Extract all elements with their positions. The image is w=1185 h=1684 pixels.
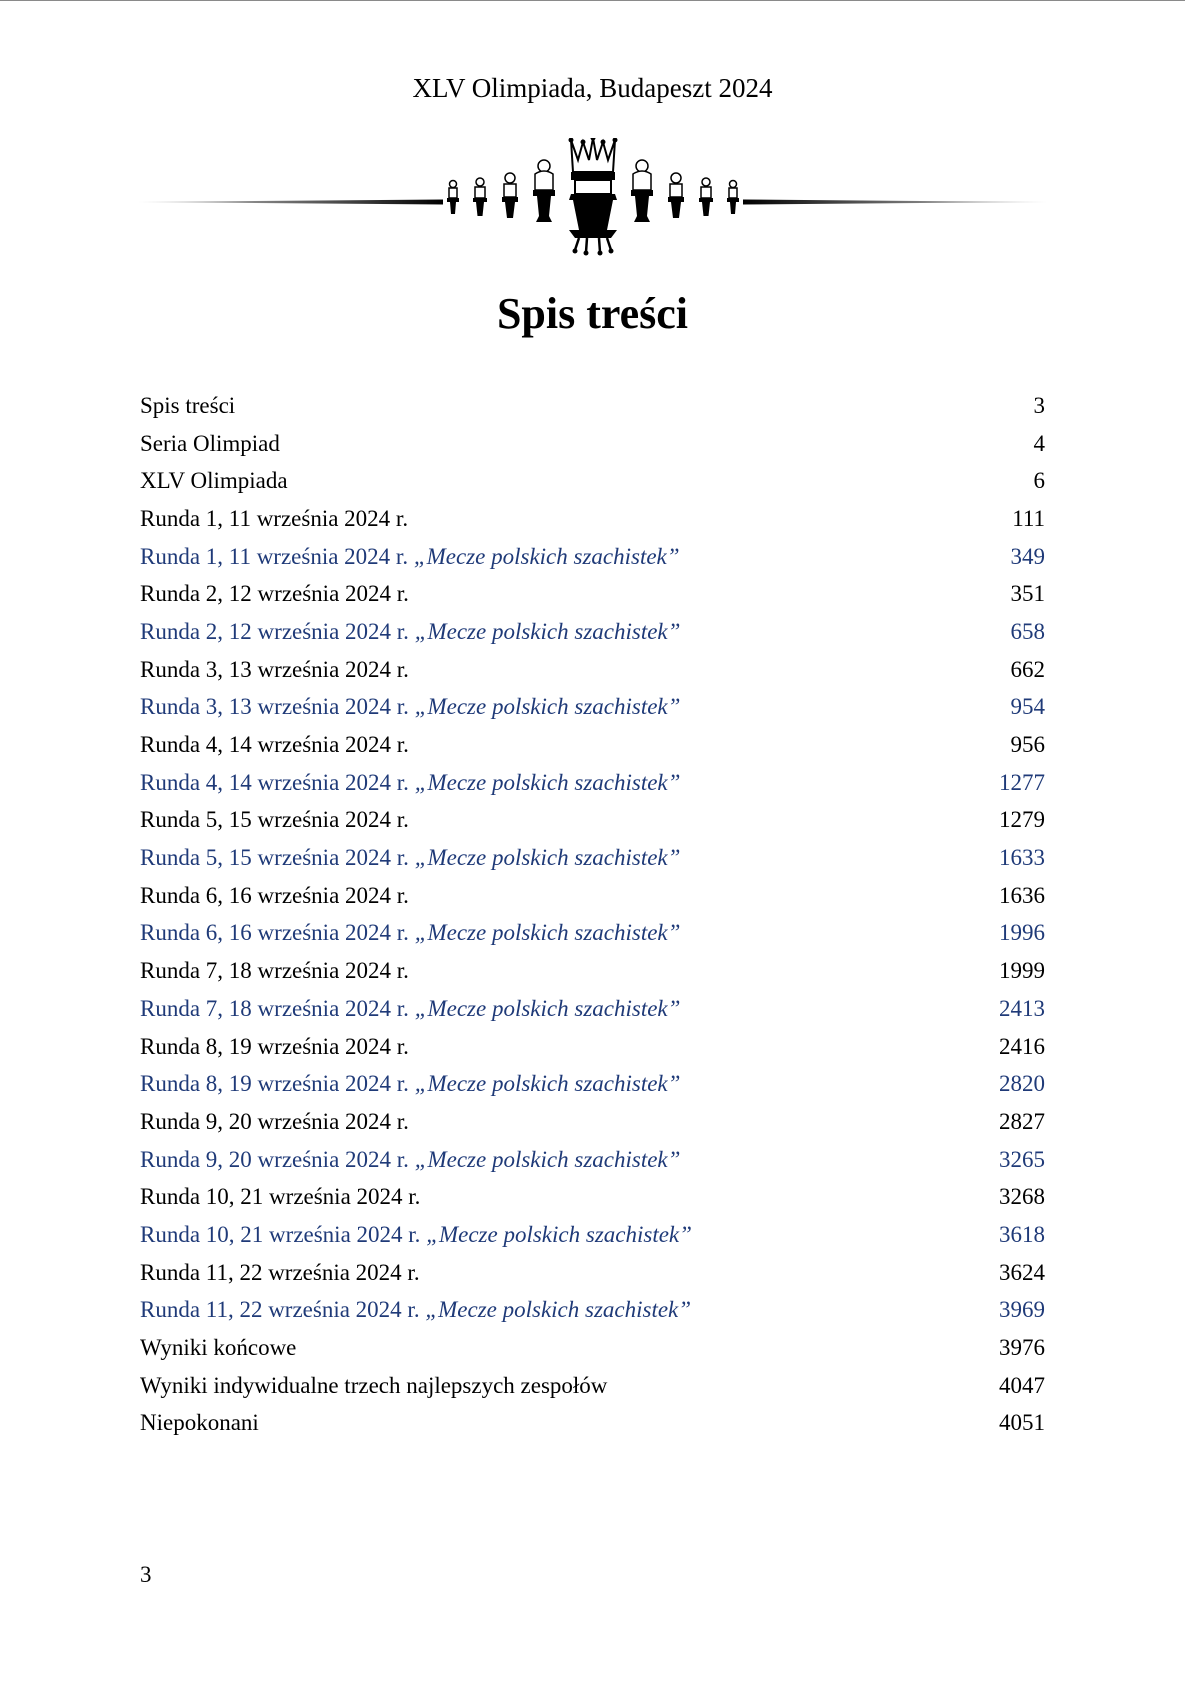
toc-entry-title xyxy=(140,1145,680,1175)
toc-entry-title xyxy=(140,1182,420,1212)
table-of-contents xyxy=(140,387,1045,1442)
running-header: XLV Olimpiada, Budapeszt 2024 xyxy=(412,73,773,103)
toc-entry-page: 662 xyxy=(1010,656,1045,682)
toc-entry-title xyxy=(140,617,680,647)
toc-entry-title-text: Runda 5, 15 września 2024 r. xyxy=(140,845,415,871)
toc-entry-title-text: Runda 4, 14 września 2024 r. xyxy=(140,732,409,758)
toc-entry[interactable] xyxy=(140,1292,1045,1330)
toc-entry-title xyxy=(140,466,288,496)
toc-entry[interactable] xyxy=(140,877,1045,915)
toc-entry-page: 2820 xyxy=(999,1071,1045,1097)
toc-entry-title-text: Runda 9, 20 września 2024 r. xyxy=(140,1108,409,1134)
toc-entry[interactable] xyxy=(140,839,1045,877)
toc-entry-title xyxy=(140,1408,259,1438)
toc-entry[interactable] xyxy=(140,575,1045,613)
toc-entry-title xyxy=(140,692,680,722)
toc-entry-title-text: Spis treści xyxy=(140,392,236,418)
toc-entry-title-text: Niepokonani xyxy=(140,1410,259,1436)
toc-entry[interactable] xyxy=(140,764,1045,802)
toc-entry-title xyxy=(140,579,409,609)
toc-entry-title-text: Runda 7, 18 września 2024 r. xyxy=(140,958,409,984)
toc-entry-title-text: XLV Olimpiada xyxy=(140,468,288,494)
toc-entry-title-text: Runda 3, 13 września 2024 r. xyxy=(140,694,415,720)
toc-entry[interactable] xyxy=(140,1216,1045,1254)
toc-entry-title xyxy=(140,1333,296,1363)
toc-entry-title xyxy=(140,994,680,1024)
toc-entry-page: 4051 xyxy=(999,1410,1045,1436)
toc-entry-title xyxy=(140,730,409,760)
toc-entry-title xyxy=(140,918,680,948)
toc-entry[interactable] xyxy=(140,802,1045,840)
toc-entry-page: 1279 xyxy=(999,807,1045,833)
toc-entry-page: 349 xyxy=(1010,543,1045,569)
toc-entry[interactable] xyxy=(140,1028,1045,1066)
toc-entry-title-text: Runda 9, 20 września 2024 r. xyxy=(140,1146,415,1172)
toc-entry-page: 3265 xyxy=(999,1146,1045,1172)
toc-entry-title xyxy=(140,1258,420,1288)
toc-entry-title-text: Wyniki indywidualne trzech najlepszych zespołów xyxy=(140,1372,608,1398)
toc-entry-title-text: Runda 2, 12 września 2024 r. xyxy=(140,581,409,607)
toc-entry-page: 111 xyxy=(1012,505,1045,531)
page-title: Spis treści xyxy=(496,289,689,338)
toc-entry-title-text: Runda 6, 16 września 2024 r. xyxy=(140,920,415,946)
toc-entry-page: 956 xyxy=(1010,732,1045,758)
toc-entry[interactable] xyxy=(140,1254,1045,1292)
toc-entry-page: 3268 xyxy=(999,1184,1045,1210)
toc-entry-title xyxy=(140,1069,680,1099)
toc-entry-title xyxy=(140,391,235,421)
toc-entry[interactable] xyxy=(140,915,1045,953)
chess-pieces-divider-icon xyxy=(138,138,1048,266)
toc-entry-title-text: Runda 4, 14 września 2024 r. xyxy=(140,769,415,795)
page-number: 3 xyxy=(140,1562,152,1587)
toc-entry-title xyxy=(140,1371,607,1401)
toc-entry[interactable] xyxy=(140,651,1045,689)
toc-entry-title xyxy=(140,1032,409,1062)
toc-entry-page: 2827 xyxy=(999,1108,1045,1134)
toc-entry-title-text: Runda 8, 19 września 2024 r. xyxy=(140,1071,415,1097)
toc-entry-title xyxy=(140,504,408,534)
toc-entry-subtitle: „Mecze polskich szachistek” xyxy=(414,1071,681,1097)
toc-entry-title-text: Runda 10, 21 września 2024 r. xyxy=(140,1221,427,1247)
toc-entry-title-text: Runda 2, 12 września 2024 r. xyxy=(140,618,415,644)
toc-entry-subtitle: „Mecze polskich szachistek” xyxy=(414,995,681,1021)
toc-entry[interactable] xyxy=(140,1367,1045,1405)
toc-entry[interactable] xyxy=(140,1178,1045,1216)
toc-entry-page: 3 xyxy=(1033,392,1045,418)
toc-entry[interactable] xyxy=(140,1405,1045,1443)
toc-entry-title xyxy=(140,768,680,798)
toc-entry-title-text: Runda 6, 16 września 2024 r. xyxy=(140,882,409,908)
toc-entry-page: 4 xyxy=(1033,430,1045,456)
toc-entry-page: 658 xyxy=(1010,618,1045,644)
toc-entry-page: 6 xyxy=(1033,468,1045,494)
toc-entry-subtitle: „Mecze polskich szachistek” xyxy=(414,694,681,720)
toc-entry[interactable] xyxy=(140,1329,1045,1367)
toc-entry[interactable] xyxy=(140,462,1045,500)
toc-entry-page: 2413 xyxy=(999,995,1045,1021)
toc-entry[interactable] xyxy=(140,387,1045,425)
toc-entry[interactable] xyxy=(140,1103,1045,1141)
toc-entry-title-text: Runda 11, 22 września 2024 r. xyxy=(140,1297,426,1323)
toc-entry-title-text: Runda 8, 19 września 2024 r. xyxy=(140,1033,409,1059)
toc-entry[interactable] xyxy=(140,726,1045,764)
toc-entry-subtitle: „Mecze polskich szachistek” xyxy=(414,618,681,644)
toc-entry-title xyxy=(140,429,280,459)
toc-entry-subtitle: „Mecze polskich szachistek” xyxy=(413,543,680,569)
toc-entry-subtitle: „Mecze polskich szachistek” xyxy=(414,920,681,946)
toc-entry[interactable] xyxy=(140,500,1045,538)
toc-entry-page: 3969 xyxy=(999,1297,1045,1323)
toc-entry-subtitle: „Mecze polskich szachistek” xyxy=(414,845,681,871)
toc-entry-title xyxy=(140,956,409,986)
toc-entry-title-text: Wyniki końcowe xyxy=(140,1335,297,1361)
toc-entry-subtitle: „Mecze polskich szachistek” xyxy=(426,1221,692,1247)
toc-entry-title xyxy=(140,843,680,873)
toc-entry[interactable] xyxy=(140,990,1045,1028)
toc-entry-title-text: Runda 3, 13 września 2024 r. xyxy=(140,656,409,682)
top-border-rule xyxy=(0,0,1185,1)
toc-entry-title-text: Runda 10, 21 września 2024 r. xyxy=(140,1184,421,1210)
toc-entry-title xyxy=(140,805,409,835)
toc-entry[interactable] xyxy=(140,538,1045,576)
toc-entry-page: 4047 xyxy=(999,1372,1045,1398)
toc-entry-title-text: Runda 1, 11 września 2024 r. xyxy=(140,543,414,569)
toc-entry-title-text: Runda 5, 15 września 2024 r. xyxy=(140,807,409,833)
toc-entry-title xyxy=(140,881,409,911)
toc-entry-title xyxy=(140,1295,691,1325)
toc-entry[interactable] xyxy=(140,425,1045,463)
toc-entry-page: 1996 xyxy=(999,920,1045,946)
toc-entry-subtitle: „Mecze polskich szachistek” xyxy=(425,1297,692,1323)
toc-entry-title-text: Runda 1, 11 września 2024 r. xyxy=(140,505,409,531)
toc-entry-title xyxy=(140,1107,409,1137)
toc-entry[interactable] xyxy=(140,1065,1045,1103)
toc-entry-page: 2416 xyxy=(999,1033,1045,1059)
toc-entry[interactable] xyxy=(140,1141,1045,1179)
toc-entry-subtitle: „Mecze polskich szachistek” xyxy=(414,1146,681,1172)
toc-entry-title xyxy=(140,1220,692,1250)
toc-entry-page: 1636 xyxy=(999,882,1045,908)
toc-entry-page: 1633 xyxy=(999,845,1045,871)
toc-entry-title xyxy=(140,655,409,685)
toc-entry-page: 3618 xyxy=(999,1221,1045,1247)
toc-entry[interactable] xyxy=(140,952,1045,990)
toc-entry-page: 351 xyxy=(1010,581,1045,607)
toc-entry-title-text: Runda 11, 22 września 2024 r. xyxy=(140,1259,420,1285)
toc-entry-title-text: Seria Olimpiad xyxy=(140,430,280,456)
toc-entry-page: 1277 xyxy=(999,769,1045,795)
toc-entry-title xyxy=(140,542,680,572)
toc-entry-page: 3976 xyxy=(999,1335,1045,1361)
toc-entry-subtitle: „Mecze polskich szachistek” xyxy=(414,769,681,795)
toc-entry-page: 3624 xyxy=(999,1259,1045,1285)
toc-entry-page: 954 xyxy=(1010,694,1045,720)
toc-entry-page: 1999 xyxy=(999,958,1045,984)
toc-entry-title-text: Runda 7, 18 września 2024 r. xyxy=(140,995,415,1021)
toc-entry[interactable] xyxy=(140,689,1045,727)
toc-entry[interactable] xyxy=(140,613,1045,651)
